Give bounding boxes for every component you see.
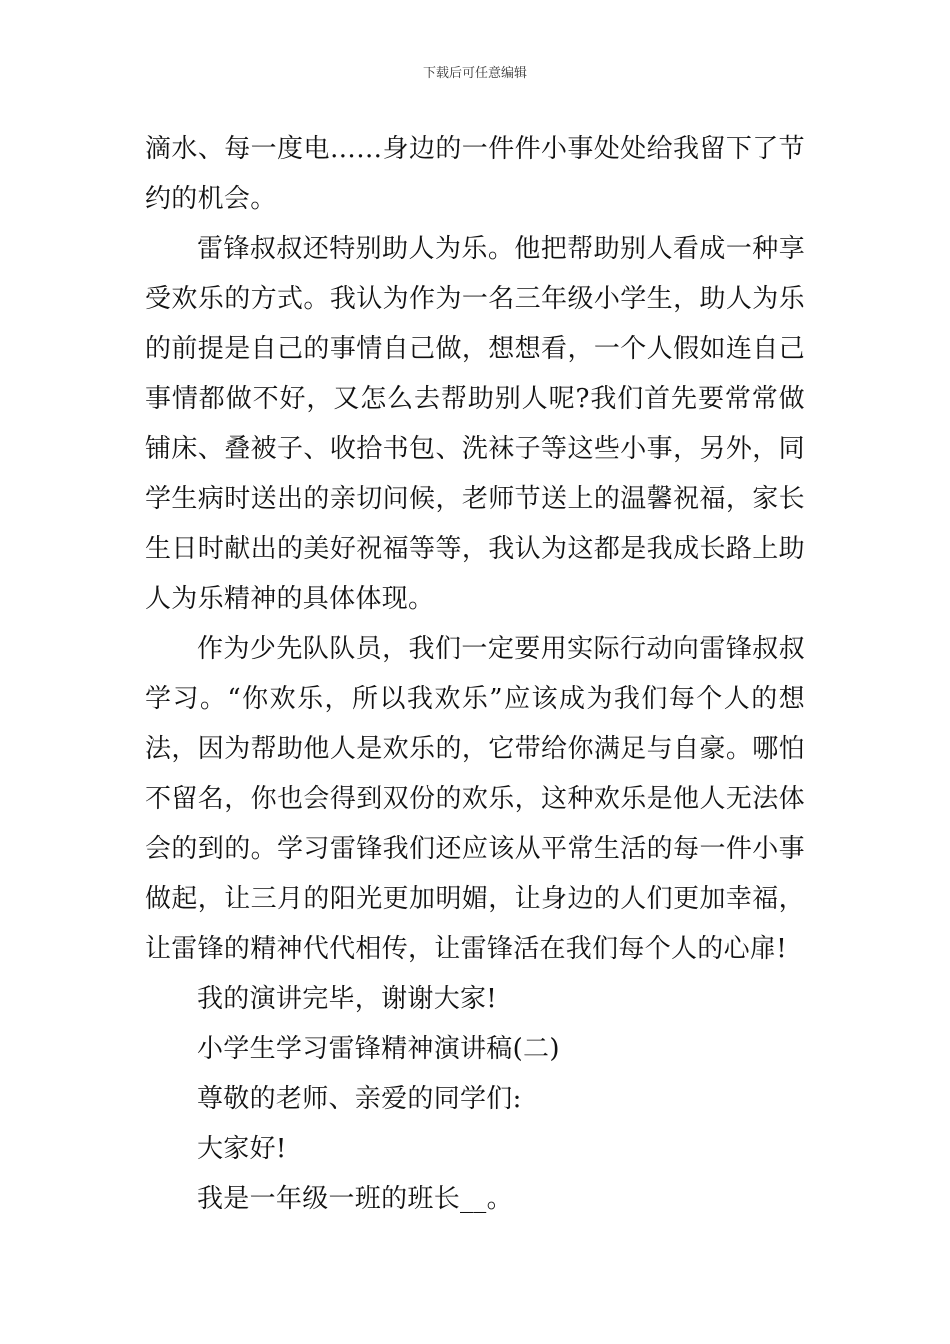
greeting: 大家好! [197, 1134, 287, 1164]
page-header-note: 下载后可任意编辑 [422, 66, 527, 81]
salutation: 尊敬的老师、亲爱的同学们: [197, 1084, 522, 1114]
self-introduction: 我是一年级一班的班长__。 [197, 1184, 513, 1214]
paragraph-continuation: 滴水、每一度电……身边的一件件小事处处给我留下了节约的机会。 [145, 134, 805, 214]
paragraph-young-pioneers: 作为少先队队员，我们一定要用实际行动向雷锋叔叔学习。“你欢乐，所以我欢乐”应该成为我们每个人的想法，因为帮助他人是欢乐的，它带给你满足与自豪。哪怕不留名，你也会得到双份的欢乐，这种欢乐是他人无法体会的到的。学习雷锋我们还应该从平常生活的每一件小事做起，让三月的阳光更加明媚，让身边的人们更加幸福，让雷锋的精神代代相传，让雷锋活在我们每个人的心扉! [145, 634, 805, 964]
speech-title-two: 小学生学习雷锋精神演讲稿(二) [197, 1034, 560, 1064]
paragraph-helping-others: 雷锋叔叔还特别助人为乐。他把帮助别人看成一种享受欢乐的方式。我认为作为一名三年级小学生，助人为乐的前提是自己的事情自己做，想想看，一个人假如连自己事情都做不好，又怎么去帮助别人呢?我们首先要常常做铺床、叠被子、收拾书包、洗袜子等这些小事，另外，同学生病时送出的亲切问候，老师节送上的温馨祝福，家长生日时献出的美好祝福等等，我认为这都是我成长路上助人为乐精神的具体体现。 [145, 234, 805, 614]
document-body [145, 124, 805, 1224]
paragraph-closing: 我的演讲完毕，谢谢大家! [197, 984, 498, 1014]
